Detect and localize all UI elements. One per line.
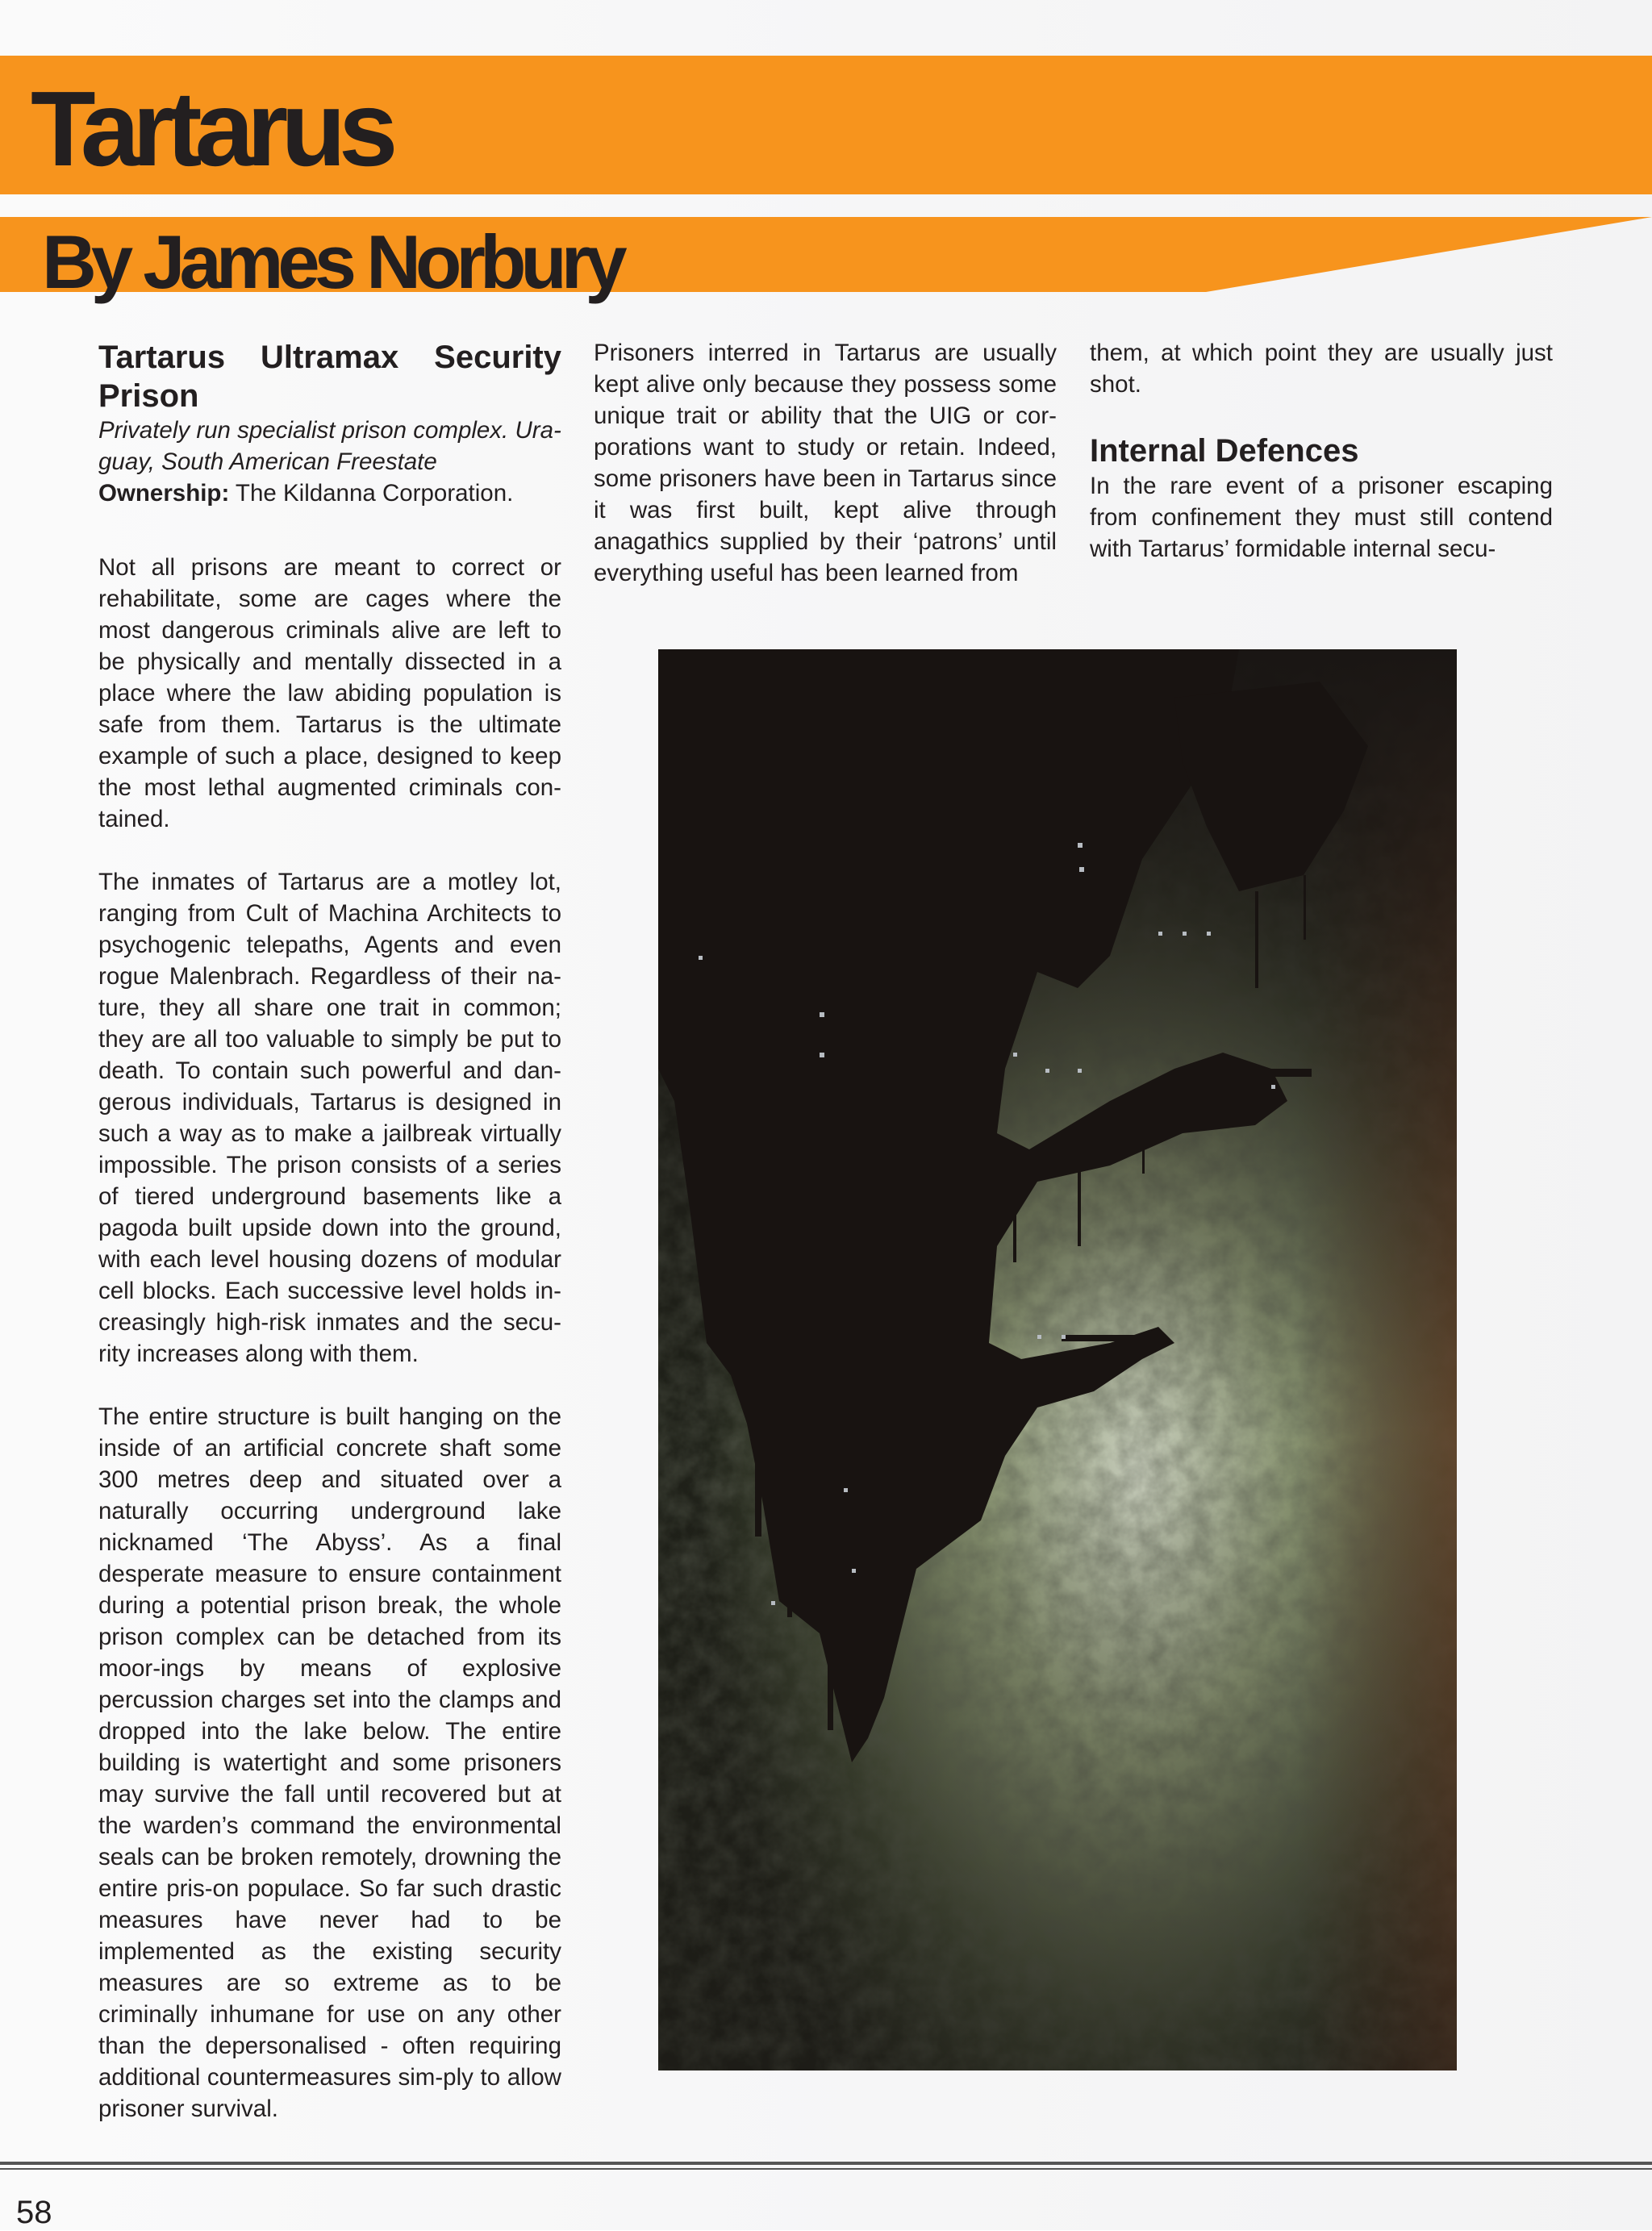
internal-defences-heading: Internal Defences xyxy=(1090,433,1359,469)
footer-rule xyxy=(0,2162,1652,2165)
page-title: Tartarus xyxy=(31,69,391,188)
article-column-1 xyxy=(98,337,561,2125)
body-paragraph: The inmates of Tartarus are a motley lot, ranging from Cult of Machina Architects to psychogenic telepaths, Agents and even rogue Malenbrach. Regardless of their na-ture, they all share one trait in common; they are all too valuable to simply be put to death. To contain such powerful and dan-gerous individuals, Tartarus is designed in such a way as to make a jailbreak virtually impossible. The prison consists of a series of tiered underground basements like a pagoda built upside down into the ground, with each level housing dozens of modular cell blocks. Each successive level holds in-creasingly high-risk inmates and the secu-rity increases along with them. xyxy=(98,869,561,1367)
prison-description-line1: Privately run specialist prison complex. Ura- xyxy=(98,417,561,444)
ownership-label: Ownership: xyxy=(98,480,230,507)
body-paragraph: In the rare event of a prisoner escaping from confinement they must still contend with Tartarus’ formidable internal secu- xyxy=(1090,473,1553,562)
prison-structure-illustration xyxy=(658,649,1457,2070)
body-paragraph: The entire structure is built hanging on the inside of an artificial concrete shaft some 300 metres deep and situated over a naturally occurring underground lake nicknamed ‘The Abyss’. As a final desperate measure to ensure containment during a potential prison break, the whole prison complex can be detached from its moor-ings by means of explosive percussion charges set into the clamps and dropped into the lake below. The entire building is watertight and some prisoners may survive the fall until recovered but at the warden’s command the environmental seals can be broken remotely, drowning the entire pris-on populace. So far such drastic measures have never had to be implemented as the existing security measures are so extreme as to be criminally inhumane for use on any other than the depersonalised - often requiring additional countermeasures sim-ply to allow prisoner survival. xyxy=(98,1403,561,2122)
article-column-2 xyxy=(594,337,1057,589)
footer-rule-thin xyxy=(0,2168,1652,2170)
section-heading-continued: Prison xyxy=(98,378,199,414)
body-paragraph: Not all prisons are meant to correct or rehabilitate, some are cages where the most dangerous criminals alive are left to be physically and mentally dissected in a place where the law abiding population is safe from them. Tartarus is the ultimate example of such a place, designed to keep the most lethal augmented criminals con-tained. xyxy=(98,554,561,832)
ownership-line xyxy=(98,477,561,509)
page-number: 58 xyxy=(16,2195,52,2230)
ownership-value: The Kildanna Corporation. xyxy=(229,480,514,507)
body-paragraph: Prisoners interred in Tartarus are usually kept alive only because they possess some unique trait or ability that the UIG or cor-porations want to study or retain. Indeed, some prisoners have been in Tartarus since it was first built, kept alive through anagathics supplied by their ‘patrons’ until everything useful has been learned from xyxy=(594,340,1057,586)
prison-description xyxy=(98,415,561,477)
prison-description-line2: guay, South American Freestate xyxy=(98,448,437,475)
section-heading: Tartarus Ultramax Security xyxy=(98,340,561,375)
article-column-3 xyxy=(1090,337,1553,565)
body-paragraph: them, at which point they are usually just shot. xyxy=(1090,340,1553,398)
author-byline: By James Norbury xyxy=(42,219,622,304)
